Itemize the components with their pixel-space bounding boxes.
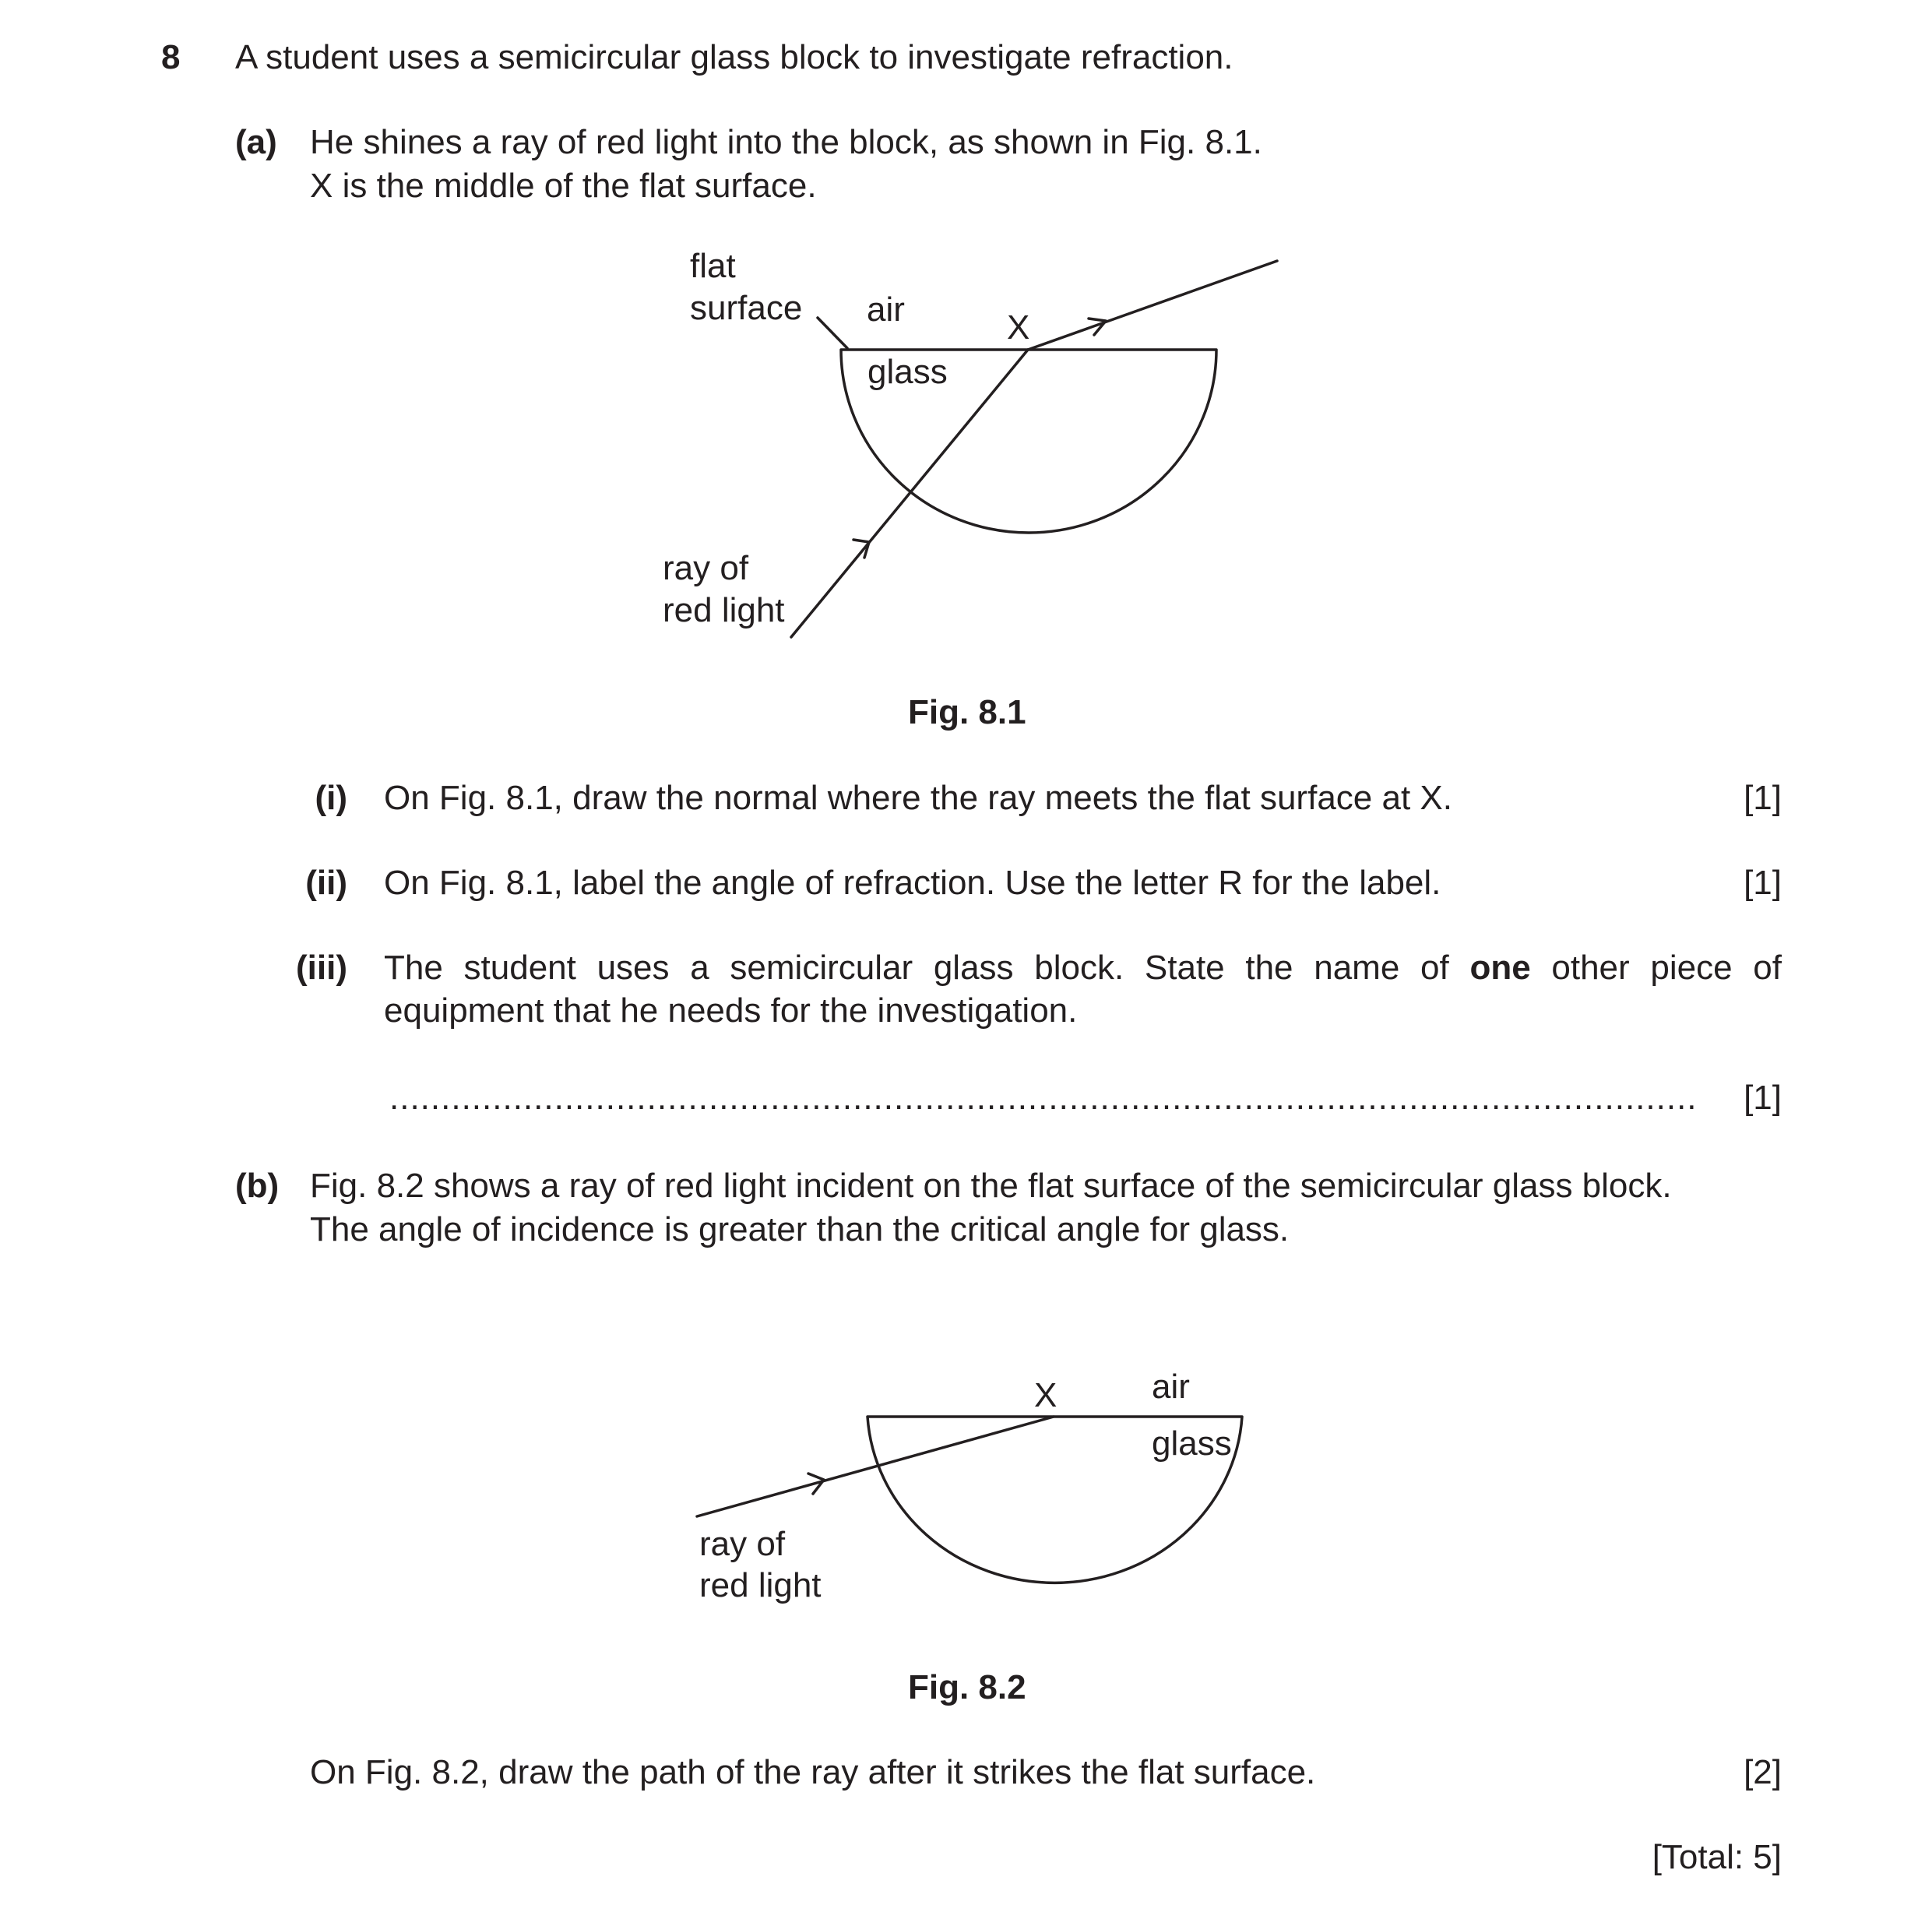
glass-label: glass (867, 353, 948, 391)
part-a-i-marks: [1] (1744, 779, 1782, 817)
part-a-iii-label: (iii) (296, 949, 347, 987)
part-a-iii-line1 (384, 946, 1782, 990)
part-a-label: (a) (235, 123, 277, 161)
part-a-ii-text: On Fig. 8.1, label the angle of refraction. Use the letter R for the label. (384, 864, 1441, 902)
question-intro: A student uses a semicircular glass block to investigate refraction. (235, 38, 1233, 76)
part-b-line1: Fig. 8.2 shows a ray of red light incident on the flat surface of the semicircular glass block. (310, 1167, 1672, 1205)
part-a-ii-marks: [1] (1744, 864, 1782, 902)
refracted-ray (1028, 261, 1277, 350)
question-number: 8 (161, 38, 181, 76)
part-b-instruction: On Fig. 8.2, draw the path of the ray after it strikes the flat surface. (310, 1753, 1316, 1791)
part-a-iii-marks: [1] (1744, 1079, 1782, 1117)
air-label-2: air (1152, 1368, 1190, 1406)
ray-label-2-1: ray of (699, 1525, 786, 1563)
part-a-ii-label: (ii) (305, 864, 347, 902)
incident-ray-2 (697, 1417, 1054, 1516)
part-a-i-text: On Fig. 8.1, draw the normal where the ray meets the flat surface at X. (384, 779, 1452, 817)
part-a-iii-text-before: The student uses a semicircular glass block. State the name of (384, 949, 1449, 987)
ray-label-1: ray of (663, 549, 749, 587)
ray-label-2: red light (663, 591, 785, 629)
flat-label-2: surface (690, 289, 803, 327)
part-a-line2: X is the middle of the flat surface. (310, 167, 817, 205)
part-a-iii-line2: equipment that he needs for the investigation. (384, 991, 1078, 1030)
x-label-2: X (1034, 1376, 1057, 1414)
incident-ray (791, 350, 1028, 637)
part-a-i-label: (i) (315, 779, 347, 817)
fig-8-2-caption: Fig. 8.2 (908, 1668, 1026, 1706)
part-a-line1: He shines a ray of red light into the block, as shown in Fig. 8.1. (310, 123, 1262, 161)
answer-line[interactable]: ............................................................................................................................... (389, 1079, 1698, 1117)
x-label: X (1007, 308, 1030, 347)
part-a-iii-text-after: other piece of (1551, 949, 1782, 987)
glass-label-2: glass (1152, 1424, 1232, 1463)
part-b-line2: The angle of incidence is greater than the critical angle for glass. (310, 1210, 1290, 1248)
incident-ray-arrow (853, 540, 869, 558)
part-b-label: (b) (235, 1167, 280, 1205)
fig-8-1-caption: Fig. 8.1 (908, 693, 1026, 731)
ray-label-2-2: red light (699, 1566, 822, 1604)
part-a-iii-text-bold: one (1469, 949, 1531, 987)
flat-label-1: flat (690, 247, 736, 285)
total-marks: [Total: 5] (1652, 1838, 1782, 1876)
part-b-marks: [2] (1744, 1753, 1782, 1791)
flat-surface-pointer (818, 318, 847, 348)
air-label: air (867, 291, 905, 329)
